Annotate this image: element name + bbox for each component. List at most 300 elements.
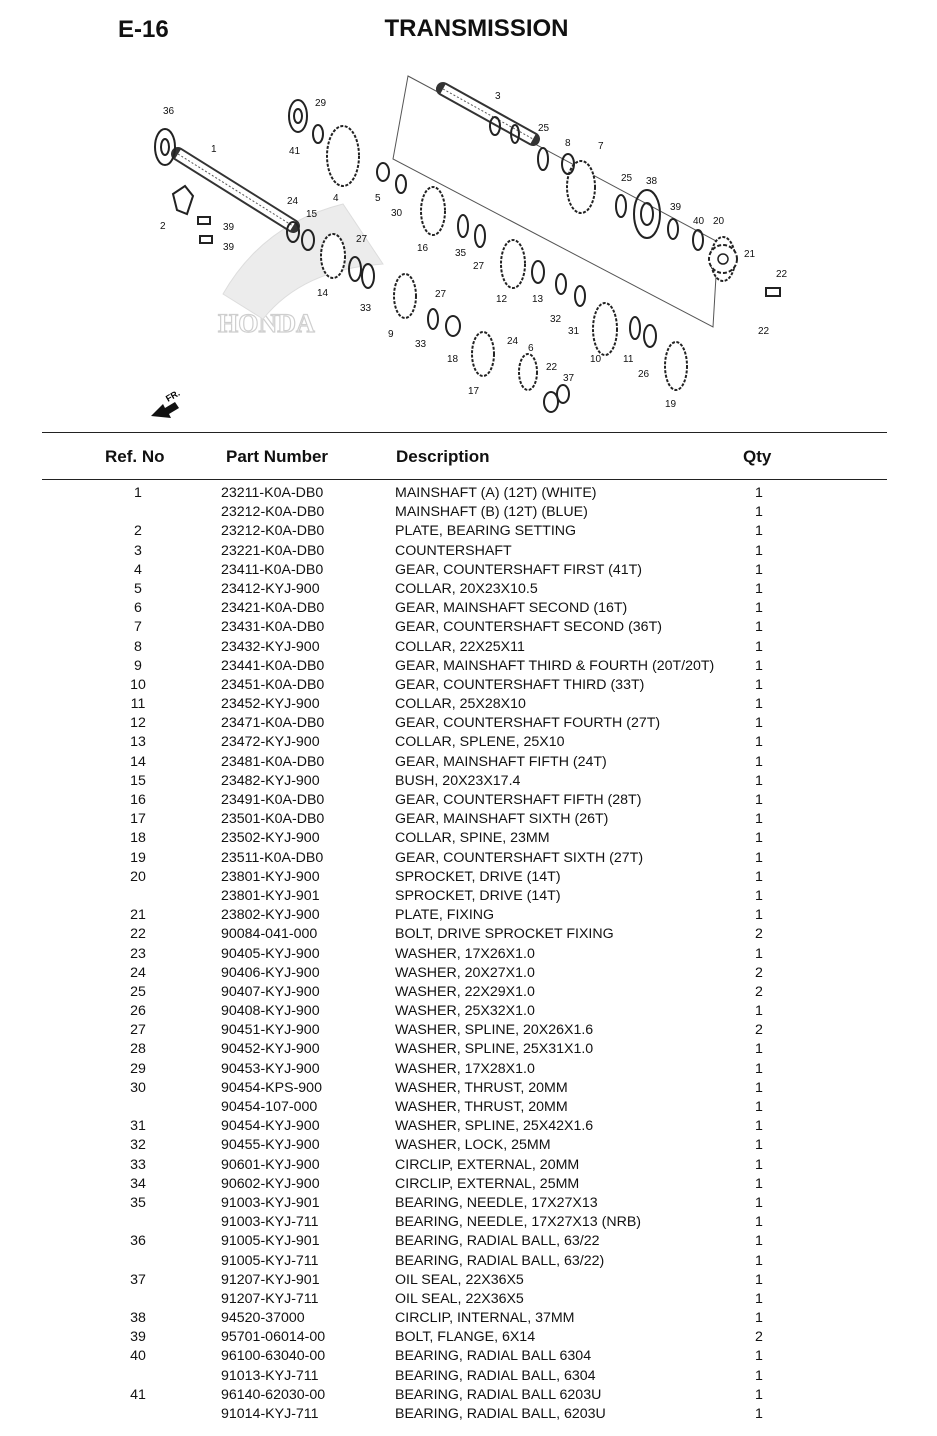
ref-cell: 15 [130,772,146,789]
page-code: E-16 [118,16,169,43]
description-cell: COLLAR, 22X25X11 [395,638,525,655]
callout-2: 2 [160,221,166,232]
description-cell: WASHER, SPLINE, 20X26X1.6 [395,1022,594,1039]
table-row [0,1194,937,1213]
ref-cell: 31 [130,1118,146,1135]
callout-19: 19 [665,399,677,410]
description-cell: GEAR, MAINSHAFT FIFTH (24T) [395,753,607,770]
table-row [0,522,937,541]
ref-cell: 9 [134,657,142,674]
table-row [0,618,937,637]
ref-cell: 2 [134,523,142,540]
part-number-cell: 91003-KYJ-901 [221,1194,320,1211]
ref-cell: 14 [130,753,146,770]
ref-cell: 16 [130,792,146,808]
qty-cell: 2 [755,926,763,943]
qty-cell: 1 [755,734,763,751]
ref-cell: 33 [130,1156,146,1173]
exploded-parts-diagram [143,64,798,426]
part-number-cell: 23801-KYJ-901 [221,887,320,904]
page-title: TRANSMISSION [384,15,569,42]
qty-cell: 1 [755,1099,763,1115]
ref-cell: 32 [130,1137,146,1154]
part-number-cell: 90405-KYJ-900 [221,945,320,962]
table-row [0,733,937,752]
callout-14: 14 [317,288,329,299]
part-number-cell: 90408-KYJ-900 [221,1003,320,1020]
callout-40: 36 [163,106,175,117]
table-row [0,580,937,599]
qty-cell: 1 [755,1406,763,1422]
callout-8: 8 [565,138,571,149]
qty-cell: 1 [755,600,763,617]
ref-cell: 38 [130,1310,146,1327]
ref-cell: 21 [130,907,146,924]
callout-35: 37 [563,373,575,384]
description-cell: BEARING, NEEDLE, 17X27X13 [395,1194,598,1211]
table-row [0,1347,937,1366]
table-row [0,1060,937,1079]
callout-4: 4 [333,193,339,204]
callout-15: 15 [306,209,318,220]
callout-6: 6 [528,343,534,354]
description-cell: BEARING, RADIAL BALL, 63/22 [395,1233,600,1250]
qty-cell: 1 [755,715,763,732]
part-number-cell: 23441-K0A-DB0 [221,657,325,674]
qty-cell: 1 [755,1156,763,1173]
description-cell: PLATE, FIXING [395,907,495,924]
ref-cell: 35 [130,1194,146,1211]
ref-cell: 1 [134,485,142,501]
table-row [0,1271,937,1290]
qty-cell: 1 [755,792,763,808]
plate-icon [173,186,193,214]
description-cell: WASHER, 17X28X1.0 [395,1060,535,1077]
callout-24b: 24 [507,336,519,347]
parts-table-body [0,484,937,1424]
description-cell: SPROCKET, DRIVE (14T) [395,887,561,904]
description-cell: WASHER, SPLINE, 25X42X1.6 [395,1118,594,1135]
description-cell: CIRCLIP, EXTERNAL, 25MM [395,1175,580,1192]
part-number-cell: 23421-K0A-DB0 [221,600,325,617]
description-cell: WASHER, THRUST, 20MM [395,1079,568,1096]
callout-12: 12 [496,294,508,305]
ref-cell: 29 [130,1060,146,1077]
qty-cell: 1 [755,696,763,713]
part-number-cell: 23212-K0A-DB0 [221,523,325,540]
table-row [0,1136,937,1155]
part-number-cell: 96140-62030-00 [221,1386,326,1403]
description-cell: WASHER, 25X32X1.0 [395,1003,535,1020]
description-cell: WASHER, SPLINE, 25X31X1.0 [395,1041,594,1058]
qty-cell: 1 [755,1252,763,1269]
table-row [0,925,937,944]
mainshaft-icon [178,154,293,226]
description-cell: CIRCLIP, INTERNAL, 37MM [395,1310,575,1327]
description-cell: BOLT, DRIVE SPROCKET FIXING [395,926,614,943]
ref-cell: 20 [130,868,146,885]
description-cell: PLATE, BEARING SETTING [395,523,577,540]
ref-cell: 5 [134,580,142,597]
part-number-cell: 91014-KYJ-711 [221,1406,319,1422]
part-number-cell: 91005-KYJ-901 [221,1233,320,1250]
ref-cell: 28 [130,1041,146,1058]
description-cell: OIL SEAL, 22X36X5 [395,1271,524,1288]
table-row [0,1002,937,1021]
part-number-cell: 90454-KPS-900 [221,1079,322,1096]
ref-cell: 19 [130,849,146,866]
part-number-cell: 90454-107-000 [221,1099,318,1115]
table-row [0,657,937,676]
part-number-cell: 23481-K0A-DB0 [221,753,325,770]
qty-cell: 1 [755,945,763,962]
callout-9: 9 [388,329,394,340]
qty-cell: 1 [755,580,763,597]
honda-watermark: HONDA [218,309,315,338]
table-row [0,983,937,1002]
part-number-cell: 23212-K0A-DB0 [221,504,325,521]
qty-cell: 1 [755,1041,763,1058]
description-cell: COUNTERSHAFT [395,542,512,559]
callout-36: 38 [646,176,658,187]
description-cell: GEAR, COUNTERSHAFT SIXTH (27T) [395,849,644,866]
description-cell: GEAR, COUNTERSHAFT FIRST (41T) [395,561,642,578]
header-description: Description [396,447,490,466]
ref-cell: 17 [130,811,146,828]
ref-cell: 23 [130,945,146,962]
part-number-cell: 23502-KYJ-900 [221,830,320,847]
qty-cell: 1 [755,1233,763,1250]
ref-cell: 22 [130,926,146,943]
ref-cell: 40 [130,1348,146,1365]
callout-20: 20 [713,216,725,227]
ref-cell: 8 [134,638,142,655]
part-number-cell: 90455-KYJ-900 [221,1137,320,1154]
qty-cell: 1 [755,1310,763,1327]
table-row [0,714,937,733]
part-number-cell: 91207-KYJ-901 [221,1271,320,1288]
header-ref-no: Ref. No [105,447,165,466]
callout-34: 35 [455,248,467,259]
part-number-cell: 23412-KYJ-900 [221,580,320,597]
qty-cell: 2 [755,983,763,1000]
callout-30: 30 [391,208,403,219]
callout-29: 29 [315,98,327,109]
table-row [0,676,937,695]
description-cell: BEARING, RADIAL BALL, 6203U [395,1406,606,1422]
callout-27: 27 [356,234,368,245]
qty-cell: 1 [755,1060,763,1077]
qty-cell: 1 [755,638,763,655]
description-cell: OIL SEAL, 22X36X5 [395,1290,524,1307]
callout-22: 22 [776,269,788,280]
part-number-cell: 23432-KYJ-900 [221,638,320,655]
table-row [0,1098,937,1117]
qty-cell: 1 [755,1348,763,1365]
header-part-number: Part Number [226,447,329,466]
table-row [0,1232,937,1251]
callout-37: 39 [670,202,682,213]
table-row [0,1079,937,1098]
header-qty: Qty [743,447,772,466]
qty-cell: 1 [755,887,763,904]
ref-cell: 13 [130,734,146,751]
description-cell: WASHER, 17X26X1.0 [395,945,535,962]
qty-cell: 1 [755,657,763,674]
table-row [0,849,937,868]
qty-cell: 1 [755,1137,763,1154]
description-cell: WASHER, THRUST, 20MM [395,1099,568,1115]
part-number-cell: 23491-K0A-DB0 [221,792,325,808]
qty-cell: 1 [755,542,763,559]
table-header-rule [42,479,887,480]
callout-26: 26 [638,369,650,380]
description-cell: GEAR, COUNTERSHAFT FOURTH (27T) [395,715,661,732]
part-number-cell: 23411-K0A-DB0 [221,561,324,578]
ref-cell: 3 [134,542,142,559]
description-cell: COLLAR, 20X23X10.5 [395,580,538,597]
qty-cell: 1 [755,1194,763,1211]
description-cell: GEAR, COUNTERSHAFT THIRD (33T) [395,676,645,693]
ref-cell: 39 [130,1329,146,1346]
part-number-cell: 23452-KYJ-900 [221,696,320,713]
description-cell: MAINSHAFT (B) (12T) (BLUE) [395,504,588,521]
table-row [0,599,937,618]
description-cell: GEAR, MAINSHAFT SECOND (16T) [395,600,628,617]
table-row [0,810,937,829]
description-cell: GEAR, MAINSHAFT SIXTH (26T) [395,811,609,828]
description-cell: BEARING, NEEDLE, 17X27X13 (NRB) [395,1214,642,1231]
part-number-cell: 90453-KYJ-900 [221,1060,320,1077]
qty-cell: 1 [755,811,763,828]
qty-cell: 1 [755,1271,763,1288]
ref-cell: 25 [130,983,146,1000]
callout-39b: 39 [223,242,235,253]
table-row [0,1328,937,1347]
qty-cell: 1 [755,830,763,847]
qty-cell: 1 [755,485,763,501]
description-cell: BEARING, RADIAL BALL, 63/22) [395,1252,605,1269]
qty-cell: 1 [755,1079,763,1096]
ref-cell: 10 [130,676,146,693]
qty-cell: 2 [755,964,763,981]
table-row [0,1309,937,1328]
table-row [0,829,937,848]
callout-13: 13 [532,294,544,305]
part-number-cell: 23482-KYJ-900 [221,772,320,789]
description-cell: BEARING, RADIAL BALL 6304 [395,1348,592,1365]
qty-cell: 2 [755,1022,763,1039]
part-number-cell: 90601-KYJ-900 [221,1156,320,1173]
description-cell: BEARING, RADIAL BALL, 6304 [395,1367,596,1384]
callout-39: 39 [223,222,235,233]
front-arrow-label: FR. [164,387,182,404]
table-row [0,1386,937,1405]
table-row [0,503,937,522]
callout-18: 18 [447,354,459,365]
ref-cell: 11 [130,696,146,713]
callout-27b: 27 [435,289,447,300]
part-number-cell: 90451-KYJ-900 [221,1022,320,1039]
part-number-cell: 90454-KYJ-900 [221,1118,320,1135]
part-number-cell: 23801-KYJ-900 [221,868,320,885]
part-number-cell: 90452-KYJ-900 [221,1041,320,1058]
part-number-cell: 23501-K0A-DB0 [221,811,325,828]
callout-24: 24 [287,196,299,207]
qty-cell: 1 [755,504,763,521]
sprocket-icon [709,245,737,273]
qty-cell: 1 [755,1386,763,1403]
table-row [0,772,937,791]
ref-cell: 37 [130,1271,146,1288]
description-cell: COLLAR, SPLENE, 25X10 [395,734,565,751]
part-number-cell: 96100-63040-00 [221,1348,326,1365]
ref-cell: 41 [130,1386,146,1403]
callout-22b: 22 [758,326,770,337]
table-row [0,638,937,657]
qty-cell: 1 [755,676,763,693]
qty-cell: 1 [755,772,763,789]
description-cell: CIRCLIP, EXTERNAL, 20MM [395,1156,580,1173]
part-number-cell: 23431-K0A-DB0 [221,619,325,636]
part-number-cell: 23472-KYJ-900 [221,734,320,751]
part-number-cell: 23221-K0A-DB0 [221,542,325,559]
qty-cell: 1 [755,561,763,578]
qty-cell: 1 [755,907,763,924]
callout-3: 3 [495,91,501,102]
callout-17: 17 [468,386,480,397]
callout-31: 31 [568,326,580,337]
part-number-cell: 95701-06014-00 [221,1329,326,1346]
qty-cell: 1 [755,1003,763,1020]
callout-28: 27 [473,261,485,272]
table-row [0,887,937,906]
ref-cell: 30 [130,1079,146,1096]
callout-10: 10 [590,354,602,365]
table-row [0,1117,937,1136]
description-cell: COLLAR, SPINE, 23MM [395,830,550,847]
ref-cell: 7 [134,619,142,636]
qty-cell: 1 [755,1367,763,1384]
table-row [0,695,937,714]
callout-11: 11 [623,354,634,365]
description-cell: MAINSHAFT (A) (12T) (WHITE) [395,485,597,501]
callout-1: 1 [211,144,217,155]
description-cell: WASHER, 20X27X1.0 [395,964,535,981]
description-cell: GEAR, COUNTERSHAFT SECOND (36T) [395,619,662,636]
callout-21: 21 [744,249,756,260]
description-cell: BUSH, 20X23X17.4 [395,772,521,789]
table-row [0,868,937,887]
part-number-cell: 91005-KYJ-711 [221,1252,319,1269]
table-row [0,1021,937,1040]
part-number-cell: 94520-37000 [221,1310,305,1327]
part-number-cell: 91003-KYJ-711 [221,1214,319,1231]
callout-23: 22 [546,362,558,373]
part-number-cell: 23451-K0A-DB0 [221,676,325,693]
part-number-cell: 90602-KYJ-900 [221,1175,320,1192]
table-row [0,1290,937,1309]
ref-cell: 18 [130,830,146,847]
ref-cell: 36 [130,1233,146,1250]
callout-41: 41 [289,146,301,157]
qty-cell: 1 [755,1290,763,1307]
table-row [0,753,937,772]
description-cell: BOLT, FLANGE, 6X14 [395,1329,536,1346]
part-number-cell: 90407-KYJ-900 [221,983,320,1000]
description-cell: BEARING, RADIAL BALL 6203U [395,1386,602,1403]
description-cell: WASHER, 22X29X1.0 [395,983,535,1000]
qty-cell: 1 [755,523,763,540]
qty-cell: 2 [755,1329,763,1346]
part-number-cell: 23471-K0A-DB0 [221,715,325,732]
bearing-icon [155,100,703,412]
description-cell: WASHER, LOCK, 25MM [395,1137,551,1154]
part-number-cell: 90084-041-000 [221,926,318,943]
part-number-cell: 23802-KYJ-900 [221,907,320,924]
part-number-cell: 23211-K0A-DB0 [221,485,324,501]
table-row [0,1175,937,1194]
part-number-cell: 90406-KYJ-900 [221,964,320,981]
description-cell: COLLAR, 25X28X10 [395,696,526,713]
qty-cell: 1 [755,849,763,866]
ref-cell: 27 [130,1022,146,1039]
qty-cell: 1 [755,1175,763,1192]
ref-cell: 12 [130,715,146,732]
qty-cell: 1 [755,619,763,636]
ref-cell: 26 [130,1003,146,1020]
ref-cell: 24 [130,964,146,981]
callout-25: 25 [538,123,550,134]
table-row [0,561,937,580]
front-arrow-icon [151,388,182,418]
table-row [0,1213,937,1232]
table-row [0,1040,937,1059]
description-cell: SPROCKET, DRIVE (14T) [395,868,561,885]
callout-7: 7 [598,141,604,152]
table-row [0,1156,937,1175]
table-row [0,964,937,983]
qty-cell: 1 [755,868,763,885]
part-number-cell: 91013-KYJ-711 [221,1367,319,1384]
ref-cell: 34 [130,1175,146,1192]
table-row [0,1405,937,1424]
part-number-cell: 23511-K0A-DB0 [221,849,324,866]
ref-cell: 4 [134,561,142,578]
table-row [0,906,937,925]
table-row [0,542,937,561]
qty-cell: 1 [755,1118,763,1135]
qty-cell: 1 [755,1214,763,1231]
callout-25b: 25 [621,173,633,184]
part-number-cell: 91207-KYJ-711 [221,1290,319,1307]
callout-33b: 33 [415,339,427,350]
description-cell: GEAR, MAINSHAFT THIRD & FOURTH (20T/20T) [395,657,715,674]
callout-32: 32 [550,314,562,325]
table-top-rule [42,432,887,433]
table-row [0,1252,937,1271]
qty-cell: 1 [755,753,763,770]
callout-33: 33 [360,303,372,314]
table-row [0,484,937,503]
callout-5: 5 [375,193,381,204]
table-row [0,1367,937,1386]
ref-cell: 6 [134,600,142,617]
table-row [0,945,937,964]
callout-38: 40 [693,216,705,227]
description-cell: GEAR, COUNTERSHAFT FIFTH (28T) [395,792,642,808]
table-row [0,791,937,810]
